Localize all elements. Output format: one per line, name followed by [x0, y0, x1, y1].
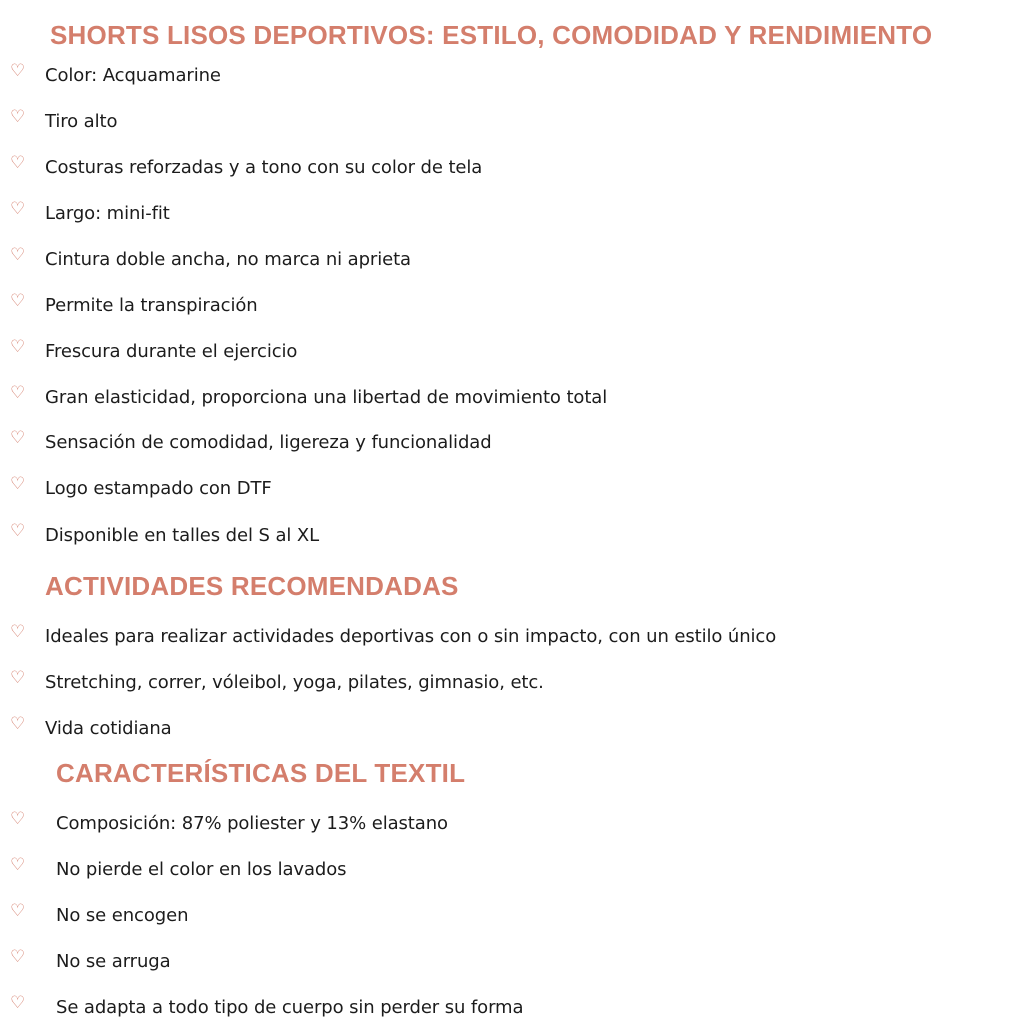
- list-item-label: No pierde el color en los lavados: [56, 859, 347, 880]
- heart-outline-icon: ♡: [10, 622, 26, 642]
- heart-outline-icon: ♡: [10, 107, 26, 127]
- list-item-label: Frescura durante el ejercicio: [45, 341, 298, 362]
- heart-outline-icon: ♡: [10, 245, 26, 265]
- heart-outline-icon: ♡: [10, 901, 26, 921]
- heart-outline-icon: ♡: [10, 337, 26, 357]
- list-item-label: Costuras reforzadas y a tono con su color de tela: [45, 157, 483, 178]
- list-item-label: Logo estampado con DTF: [45, 478, 272, 499]
- list-item-label: Color: Acquamarine: [45, 65, 221, 86]
- heart-outline-icon: ♡: [10, 521, 26, 541]
- list-item-label: Ideales para realizar actividades deportivas con o sin impacto, con un estilo único: [45, 626, 777, 647]
- section-heading-actividades: ACTIVIDADES RECOMENDADAS: [45, 571, 459, 601]
- heart-outline-icon: ♡: [10, 291, 26, 311]
- heart-outline-icon: ♡: [10, 809, 26, 829]
- heart-outline-icon: ♡: [10, 993, 26, 1013]
- list-item-label: Largo: mini-fit: [45, 203, 170, 224]
- heart-outline-icon: ♡: [10, 474, 26, 494]
- list-item-label: Cintura doble ancha, no marca ni aprieta: [45, 249, 411, 270]
- section-heading-caracteristicas: CARACTERÍSTICAS DEL TEXTIL: [56, 758, 466, 788]
- heart-outline-icon: ♡: [10, 714, 26, 734]
- list-item-label: Sensación de comodidad, ligereza y funcionalidad: [45, 432, 492, 453]
- list-item-label: No se arruga: [56, 951, 171, 972]
- list-item-label: Tiro alto: [45, 111, 118, 132]
- list-item-label: Gran elasticidad, proporciona una libertad de movimiento total: [45, 387, 608, 408]
- list-item-label: Stretching, correr, vóleibol, yoga, pilates, gimnasio, etc.: [45, 672, 544, 693]
- list-item-label: No se encogen: [56, 905, 189, 926]
- list-item-label: Permite la transpiración: [45, 295, 258, 316]
- heart-outline-icon: ♡: [10, 383, 26, 403]
- heart-outline-icon: ♡: [10, 199, 26, 219]
- heart-outline-icon: ♡: [10, 61, 26, 81]
- heart-outline-icon: ♡: [10, 947, 26, 967]
- list-item-label: Vida cotidiana: [45, 718, 172, 739]
- list-item-label: Composición: 87% poliester y 13% elastano: [56, 813, 448, 834]
- list-item-label: Disponible en talles del S al XL: [45, 525, 320, 546]
- heart-outline-icon: ♡: [10, 668, 26, 688]
- heart-outline-icon: ♡: [10, 855, 26, 875]
- heart-outline-icon: ♡: [10, 428, 26, 448]
- list-item-label: Se adapta a todo tipo de cuerpo sin perder su forma: [56, 997, 524, 1018]
- section-heading-shorts: SHORTS LISOS DEPORTIVOS: ESTILO, COMODIDAD Y RENDIMIENTO: [50, 20, 933, 50]
- heart-outline-icon: ♡: [10, 153, 26, 173]
